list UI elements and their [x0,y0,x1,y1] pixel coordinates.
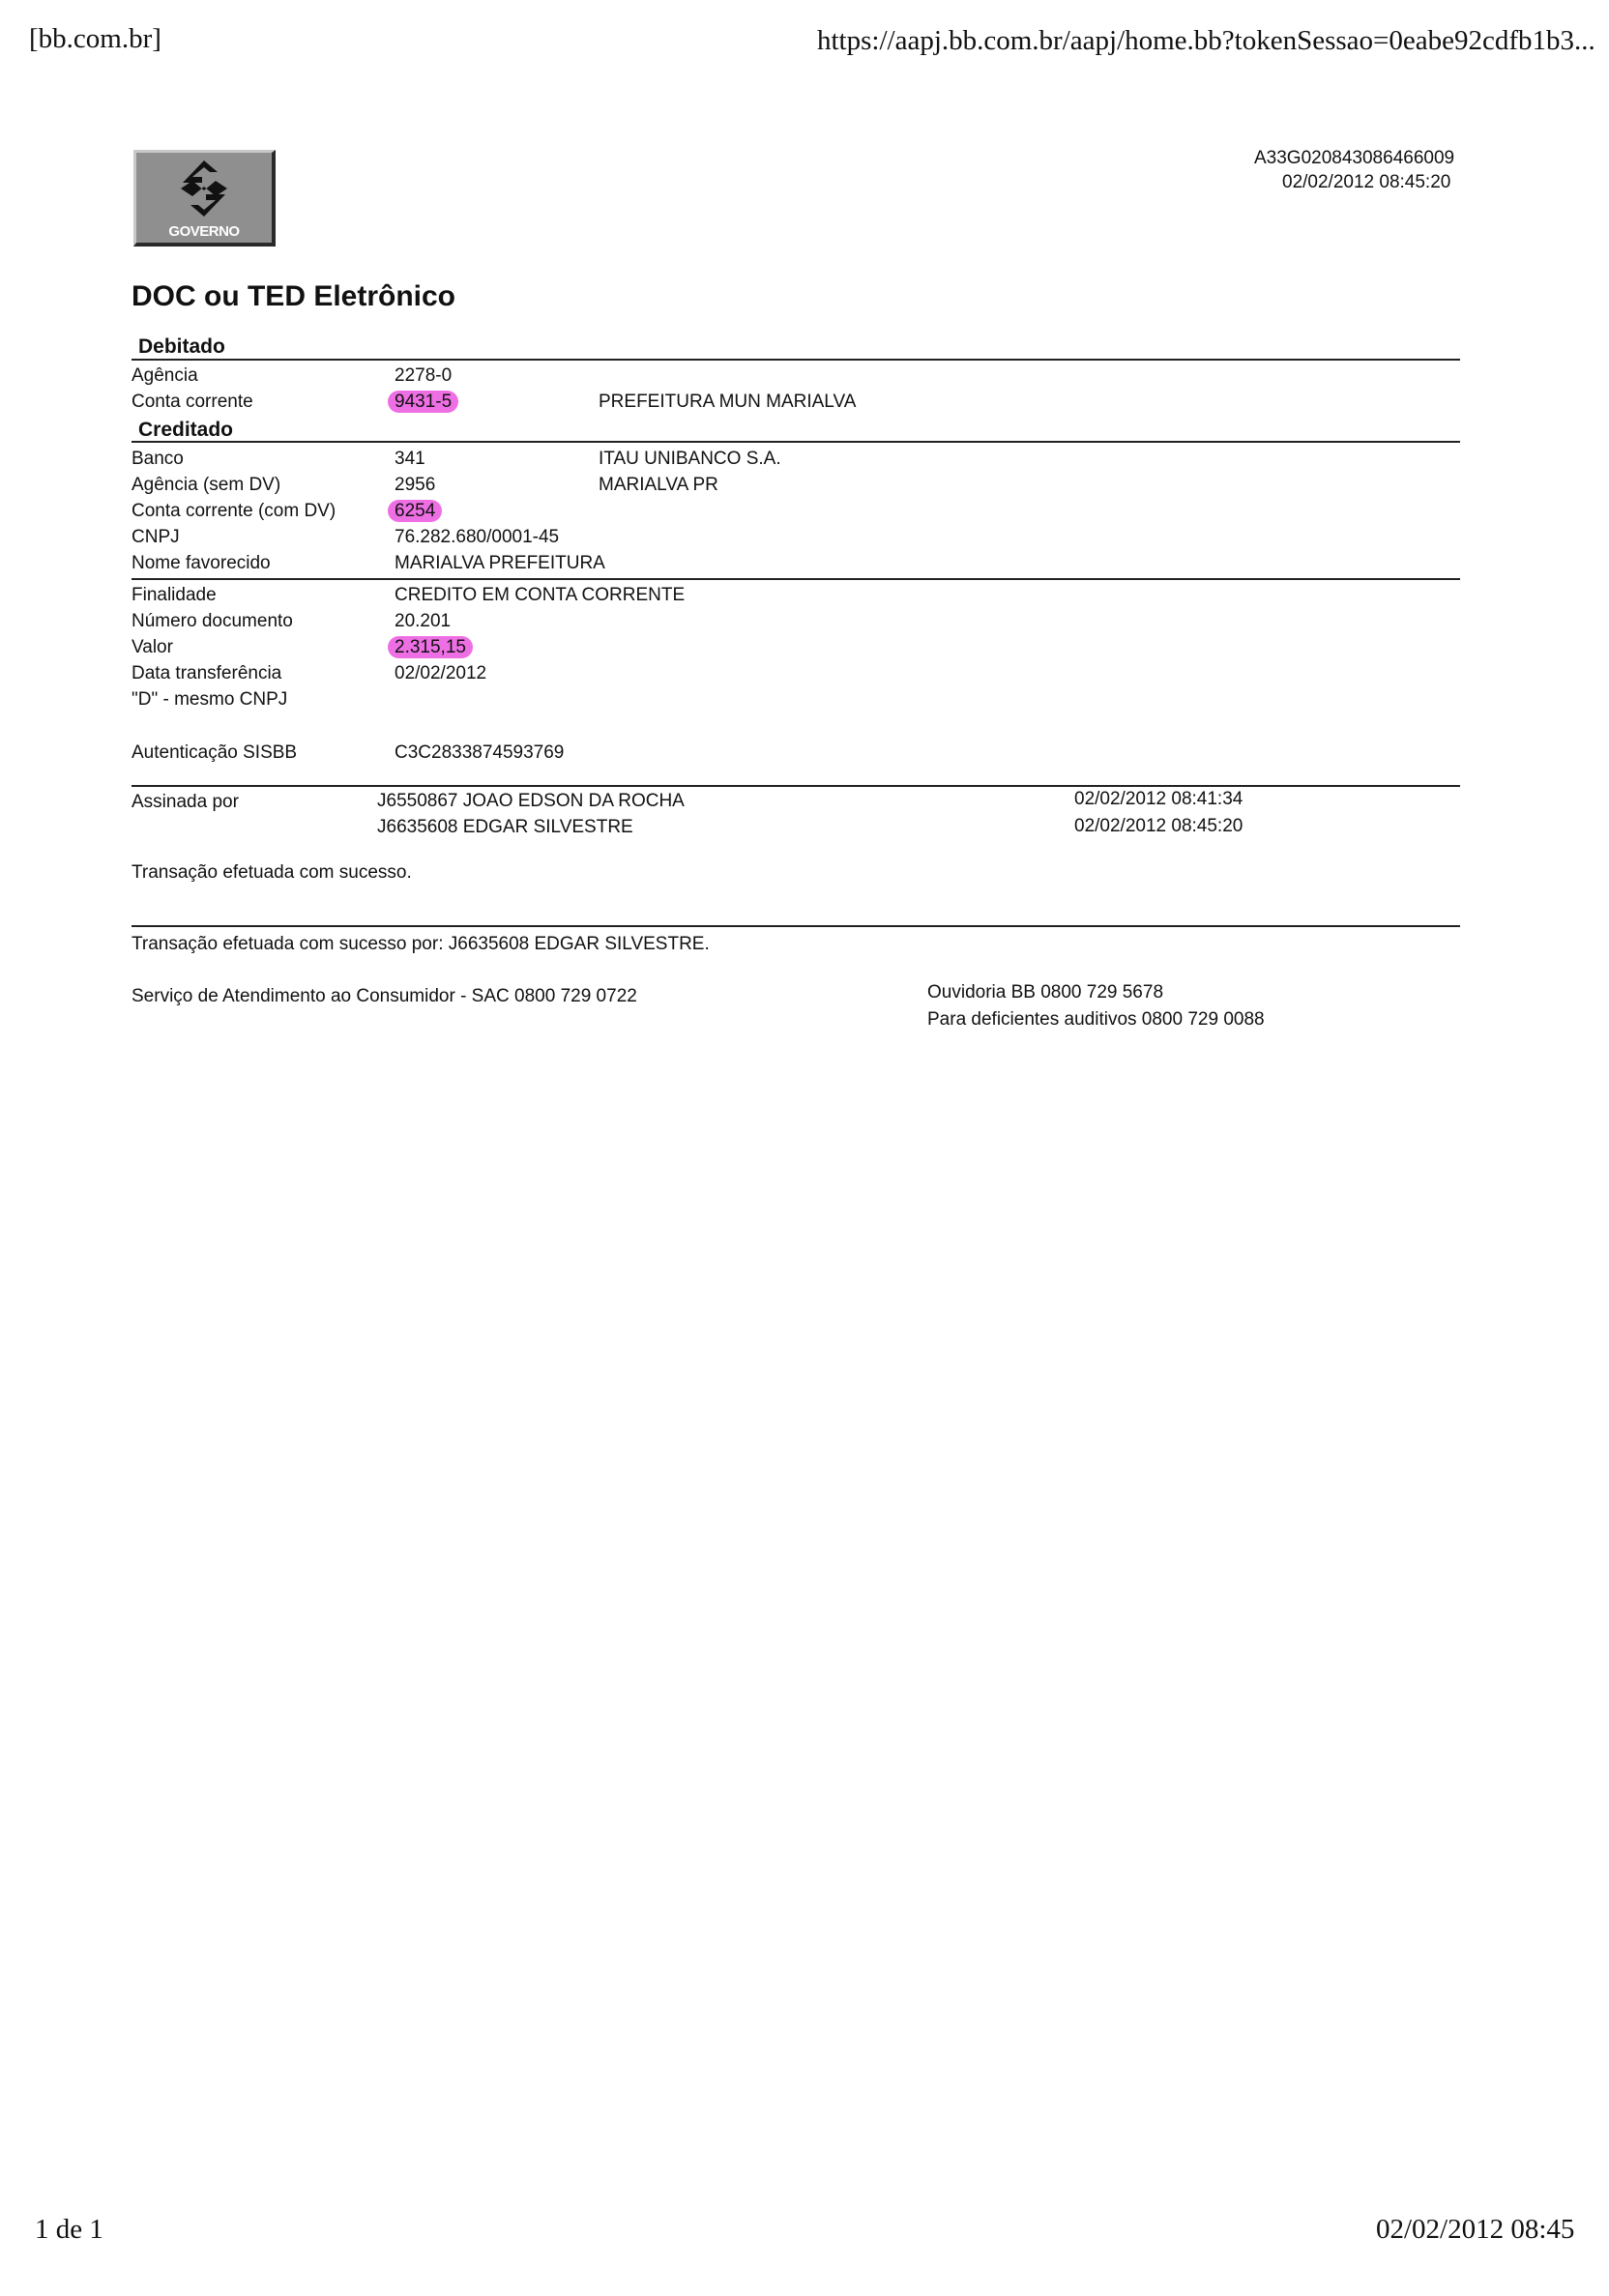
credit-agencia-label: Agência (sem DV) [132,475,281,495]
finalidade-label: Finalidade [132,585,217,605]
assinada-por-label: Assinada por [132,792,239,812]
section-divider [132,441,1460,443]
credit-favorecido-label: Nome favorecido [132,553,271,573]
numero-documento-value: 20.201 [395,611,452,631]
debit-agencia-value: 2278-0 [395,365,453,386]
ouvidoria-contact: Ouvidoria BB 0800 729 5678 [927,982,1164,1003]
credit-cnpj-value: 76.282.680/0001-45 [395,527,560,547]
section-heading-debitado: Debitado [138,335,225,358]
credit-favorecido-value: MARIALVA PREFEITURA [395,553,605,573]
banco-do-brasil-logo [133,150,276,247]
credit-banco-name: ITAU UNIBANCO S.A. [599,449,781,469]
data-transferencia-value: 02/02/2012 [395,663,487,683]
credit-conta-value: 6254 [388,500,442,522]
sac-contact: Serviço de Atendimento ao Consumidor - SAC 0800 729 0722 [132,986,637,1006]
section-heading-creditado: Creditado [138,419,234,441]
logo-caption: GOVERNO [168,223,240,240]
signature-name: J6635608 EDGAR SILVESTRE [377,817,633,837]
mesmo-cnpj-label: "D" - mesmo CNPJ [132,689,288,710]
valor-value: 2.315,15 [388,636,473,658]
browser-site-label: [bb.com.br] [29,23,161,54]
autenticacao-value: C3C2833874593769 [395,742,565,763]
credit-conta-label: Conta corrente (com DV) [132,501,336,521]
success-message: Transação efetuada com sucesso. [132,862,412,883]
data-transferencia-label: Data transferência [132,663,282,683]
autenticacao-label: Autenticação SISBB [132,742,298,763]
finalidade-value: CREDITO EM CONTA CORRENTE [395,585,686,605]
numero-documento-label: Número documento [132,611,293,631]
print-datetime: 02/02/2012 08:45 [1376,2214,1575,2245]
credit-agencia-city: MARIALVA PR [599,475,718,495]
signature-datetime: 02/02/2012 08:45:20 [1074,816,1243,836]
browser-url: https://aapj.bb.com.br/aapj/home.bb?tokenSessao=0eabe92cdfb1b3... [817,25,1595,56]
signature-datetime: 02/02/2012 08:41:34 [1074,789,1243,809]
section-divider [132,359,1460,361]
credit-banco-label: Banco [132,449,184,469]
page-count: 1 de 1 [35,2214,103,2245]
deficientes-contact: Para deficientes auditivos 0800 729 0088 [927,1009,1265,1030]
debit-conta-holder: PREFEITURA MUN MARIALVA [599,392,857,412]
transaction-datetime: 02/02/2012 08:45:20 [1282,172,1451,192]
valor-label: Valor [132,637,173,657]
section-divider [132,578,1460,580]
signature-name: J6550867 JOAO EDSON DA ROCHA [377,791,685,811]
debit-agencia-label: Agência [132,365,198,386]
debit-conta-label: Conta corrente [132,392,253,412]
credit-banco-value: 341 [395,449,425,469]
transaction-id: A33G020843086466009 [1254,148,1455,168]
credit-agencia-value: 2956 [395,475,436,495]
bb-symbol-icon [175,159,233,218]
section-divider [132,925,1460,927]
credit-cnpj-label: CNPJ [132,527,180,547]
section-divider [132,785,1460,787]
success-by-message: Transação efetuada com sucesso por: J6635608 EDGAR SILVESTRE. [132,934,710,954]
debit-conta-value: 9431-5 [388,391,458,413]
page-title: DOC ou TED Eletrônico [132,280,456,312]
